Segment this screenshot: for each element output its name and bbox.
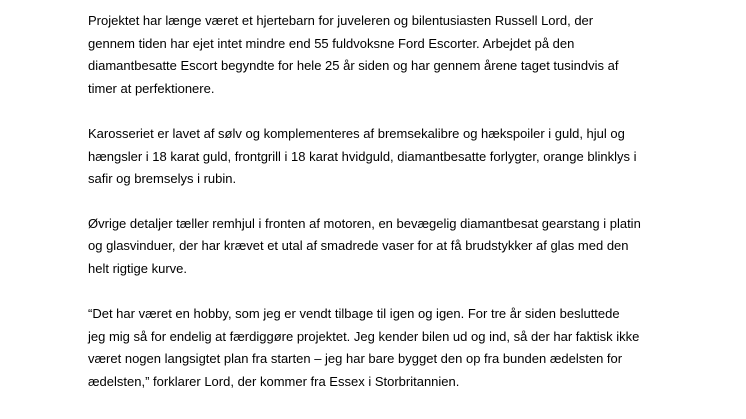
text-line: diamantbesatte Escort begyndte for hele 25 år siden og har gennem årene taget tusindvis af: [88, 58, 619, 73]
text-line: Øvrige detaljer tæller remhjul i fronten af motoren, en bevægelig diamantbesat gearstang i platin: [88, 215, 641, 231]
paragraph-2: [88, 123, 688, 191]
text-line: jeg mig så for endelig at færdiggøre projektet. Jeg kender bilen ud og ind, så der har faktisk ikke: [88, 328, 640, 344]
text-line: gennem tiden har ejet intet mindre end 55 fuldvoksne Ford Escorter. Arbejdet på den: [88, 35, 575, 51]
document-body: [88, 0, 688, 389]
paragraph-4: [88, 303, 688, 393]
text-line: været nogen langsigtet plan fra starten – jeg har bare bygget den op fra bunden ædelsten for: [88, 351, 623, 366]
text-line: helt rigtige kurve.: [88, 260, 187, 276]
text-line: Karosseriet er lavet af sølv og komplementeres af bremsekalibre og hækspoiler i guld, hjul og: [88, 126, 625, 141]
text-line: safir og bremselys i rubin.: [88, 171, 237, 186]
paragraph-1: [88, 10, 688, 100]
text-line: hængsler i 18 karat guld, frontgrill i 18 karat hvidguld, diamantbesatte forlygter, orange blinklys i: [88, 148, 637, 164]
text-line: Projektet har længe været et hjertebarn for juveleren og bilentusiasten Russell Lord, der: [88, 13, 594, 28]
text-line: timer at perfektionere.: [88, 80, 215, 96]
paragraph-3: [88, 213, 688, 281]
text-line: og glasvinduer, der har krævet et utal af smadrede vaser for at få brudstykker af glas med den: [88, 238, 629, 253]
text-line: “Det har været en hobby, som jeg er vendt tilbage til igen og igen. For tre år siden besluttede: [88, 306, 620, 321]
text-line: ædelsten,” forklarer Lord, der kommer fra Essex i Storbritannien.: [88, 373, 460, 389]
